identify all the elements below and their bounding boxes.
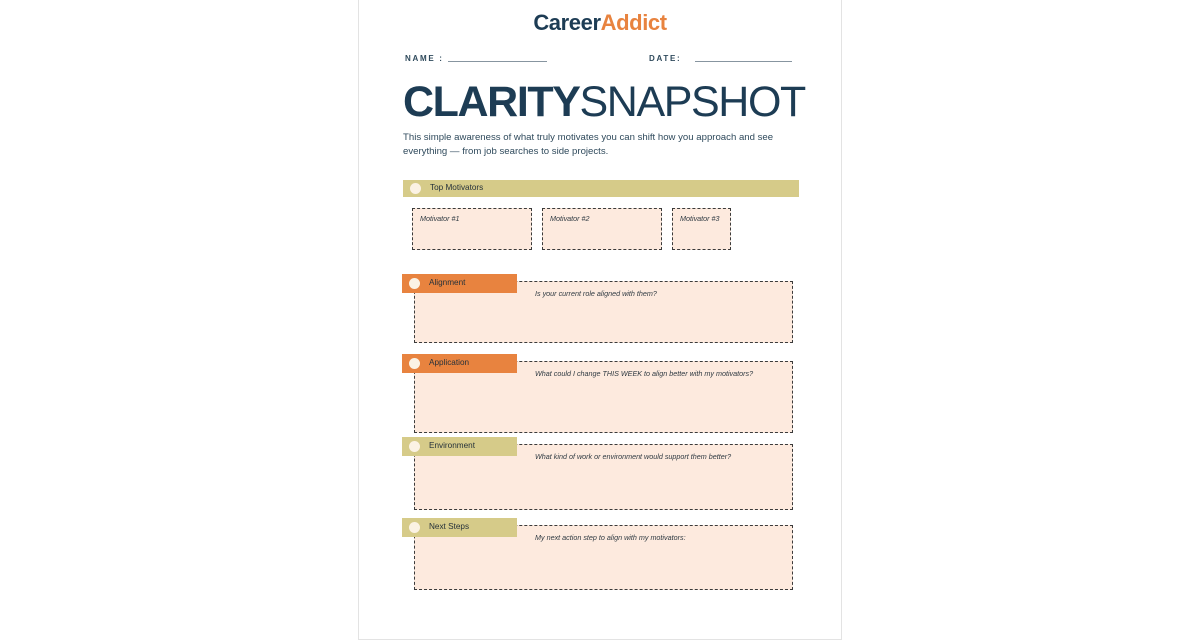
motivator-2-box[interactable] bbox=[542, 208, 662, 250]
date-label: DATE: bbox=[649, 54, 682, 63]
next-steps-header bbox=[402, 518, 517, 537]
page-subtitle: This simple awareness of what truly motivates you can shift how you approach and see everything — from job searches to side projects. bbox=[403, 132, 774, 157]
name-write-line[interactable] bbox=[448, 61, 547, 62]
careeraddict-logo bbox=[359, 12, 841, 34]
motivator-3-placeholder: Motivator #3 bbox=[680, 214, 720, 223]
next-steps-prompt: My next action step to align with my motivators: bbox=[535, 533, 686, 542]
motivator-1-box[interactable] bbox=[412, 208, 532, 250]
title-light-part: SNAPSHOT bbox=[579, 78, 805, 126]
motivator-2-placeholder: Motivator #2 bbox=[550, 214, 590, 223]
worksheet-page bbox=[358, 0, 842, 640]
page-title bbox=[403, 78, 805, 126]
section-alignment bbox=[402, 274, 799, 346]
motivator-1-placeholder: Motivator #1 bbox=[420, 214, 460, 223]
title-bold-part: CLARITY bbox=[403, 78, 580, 126]
date-write-line[interactable] bbox=[695, 61, 792, 62]
circle-bullet-icon bbox=[410, 183, 421, 194]
section-environment bbox=[402, 437, 799, 513]
application-prompt: What could I change THIS WEEK to align better with my motivators? bbox=[535, 369, 754, 378]
top-motivators-boxes bbox=[412, 208, 795, 250]
circle-bullet-icon bbox=[409, 358, 420, 369]
name-date-row bbox=[359, 55, 841, 69]
date-field[interactable] bbox=[649, 55, 792, 63]
alignment-label: Alignment bbox=[429, 278, 466, 288]
section-next-steps bbox=[402, 518, 799, 593]
top-motivators-header bbox=[403, 180, 799, 197]
name-field[interactable] bbox=[405, 55, 547, 63]
alignment-header bbox=[402, 274, 517, 293]
logo-text-addict: Addict bbox=[600, 10, 667, 35]
circle-bullet-icon bbox=[409, 441, 420, 452]
alignment-prompt: Is your current role aligned with them? bbox=[535, 289, 657, 298]
environment-prompt: What kind of work or environment would support them better? bbox=[535, 452, 732, 461]
section-application bbox=[402, 354, 799, 436]
circle-bullet-icon bbox=[409, 522, 420, 533]
logo-text-career: Career bbox=[533, 10, 601, 35]
environment-label: Environment bbox=[429, 441, 475, 451]
environment-header bbox=[402, 437, 517, 456]
next-steps-label: Next Steps bbox=[429, 522, 470, 532]
top-motivators-label: Top Motivators bbox=[430, 183, 484, 193]
application-label: Application bbox=[429, 358, 470, 368]
application-header bbox=[402, 354, 517, 373]
circle-bullet-icon bbox=[409, 278, 420, 289]
motivator-3-box[interactable] bbox=[672, 208, 731, 250]
name-label: NAME : bbox=[405, 54, 444, 63]
